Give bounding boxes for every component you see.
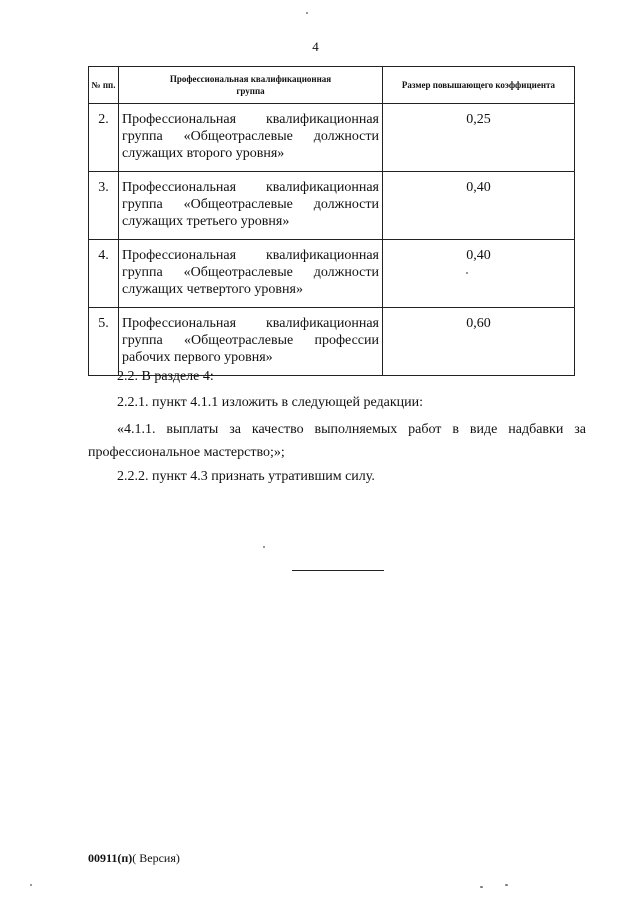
row-coef: 0,25 <box>383 104 575 172</box>
footer-version: ( Версия) <box>132 851 180 865</box>
row-coef: 0,40 <box>383 172 575 240</box>
row-coef: 0,40 <box>383 240 575 308</box>
row-num: 3. <box>89 172 119 240</box>
row-num: 5. <box>89 308 119 376</box>
table-row <box>89 240 575 308</box>
table-row <box>89 308 575 376</box>
row-num: 4. <box>89 240 119 308</box>
table-row <box>89 104 575 172</box>
scan-speck <box>480 886 483 888</box>
document-footer <box>88 851 180 866</box>
footer-code: 00911(п) <box>88 851 133 865</box>
paragraph-new-wording: «4.1.1. выплаты за качество выполняемых работ в виде надбавки за профессиональное мастерство;»; <box>88 422 586 460</box>
scan-speck <box>466 272 468 274</box>
scan-speck <box>263 546 265 548</box>
paragraph-item-4-1-1: 2.2.1. пункт 4.1.1 изложить в следующей редакции: <box>117 395 423 410</box>
header-coef: Размер повышающего коэффициента <box>383 67 575 104</box>
page-number: 4 <box>312 39 319 54</box>
scan-speck <box>306 12 308 14</box>
paragraph-item-4-3: 2.2.2. пункт 4.3 признать утратившим силу. <box>117 469 375 484</box>
row-group: Профессиональная квалификационная группа «Общеотраслевые профессии рабочих первого уровня» <box>119 308 383 376</box>
table-row <box>89 172 575 240</box>
row-group: Профессиональная квалификационная группа «Общеотраслевые должности служащих второго уровня» <box>119 104 383 172</box>
closing-rule <box>292 570 384 571</box>
row-group: Профессиональная квалификационная группа «Общеотраслевые должности служащих четвертого уровня» <box>119 240 383 308</box>
coefficient-table <box>88 66 575 376</box>
table-header-row <box>89 67 575 104</box>
row-num: 2. <box>89 104 119 172</box>
row-coef: 0,60 <box>383 308 575 376</box>
header-group: Профессиональная квалификационная группа <box>119 67 383 104</box>
scan-speck <box>505 884 508 886</box>
header-num: № пп. <box>89 67 119 104</box>
paragraph-section-4: 2.2. В разделе 4: <box>117 369 214 384</box>
row-group: Профессиональная квалификационная группа «Общеотраслевые должности служащих третьего уровня» <box>119 172 383 240</box>
scan-speck <box>30 884 32 886</box>
